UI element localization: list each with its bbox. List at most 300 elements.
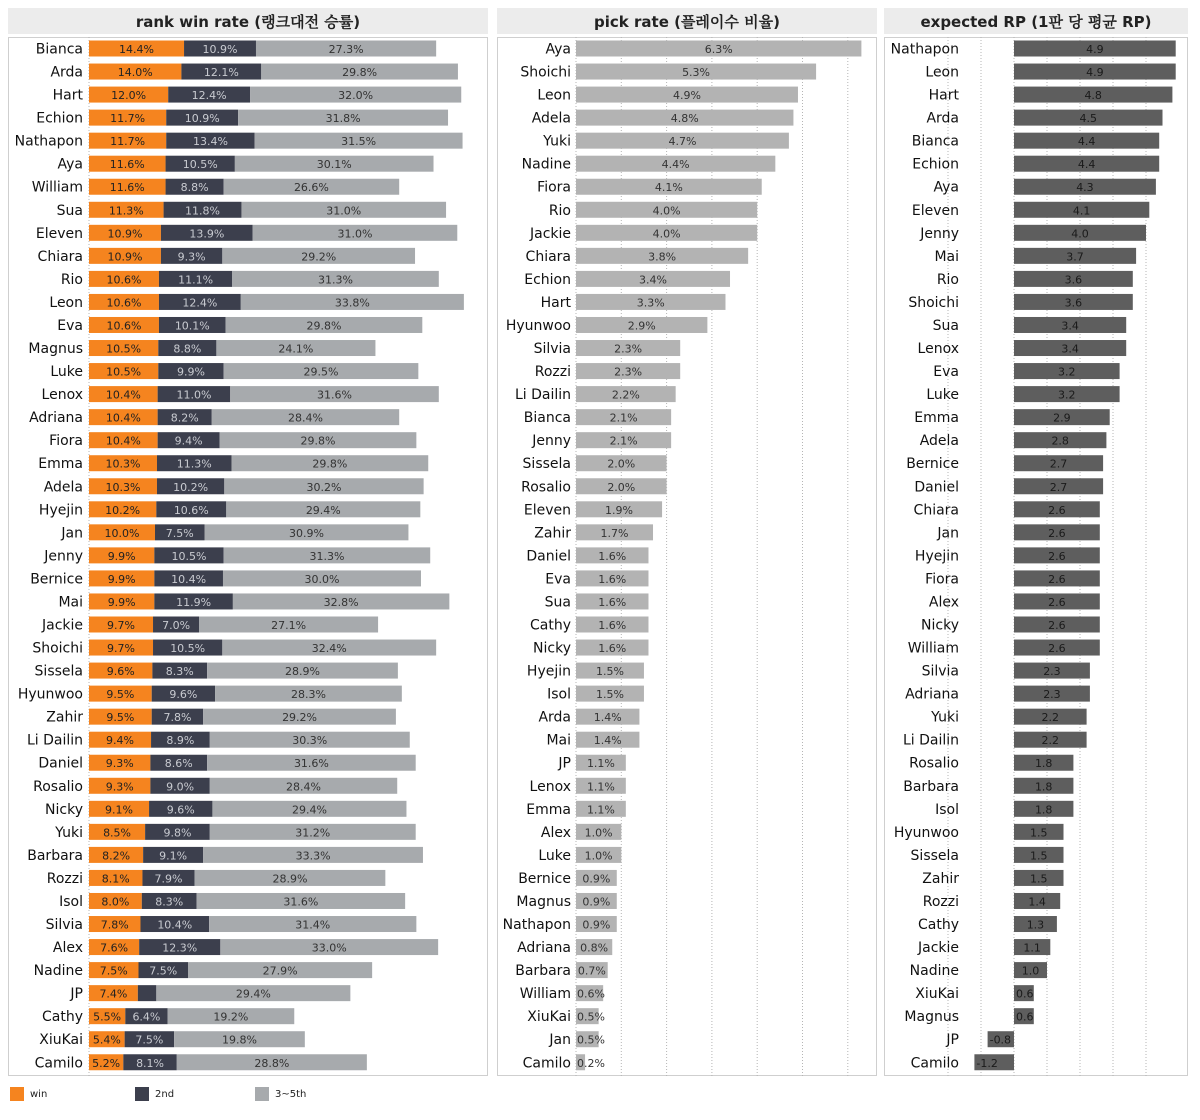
data-label-pick-yuki: 4.7% — [668, 135, 697, 149]
data-label-3-5th-camilo: 28.8% — [254, 1056, 290, 1070]
data-label-3-5th-eleven: 31.0% — [337, 227, 373, 241]
data-label-win-jackie: 9.7% — [107, 619, 135, 632]
data-label-win-hyejin: 10.2% — [105, 503, 141, 517]
category-label-bernice: Bernice — [906, 456, 959, 473]
category-label-nathapon: Nathapon — [14, 133, 83, 150]
data-label-rp-bianca: 4.4 — [1077, 135, 1096, 149]
data-label-2nd-arda: 12.1% — [203, 66, 239, 80]
category-label-jackie: Jackie — [917, 940, 959, 957]
category-label-eva: Eva — [57, 317, 83, 334]
data-label-win-mai: 9.9% — [107, 595, 136, 609]
data-label-2nd-xiukai: 7.5% — [135, 1033, 164, 1047]
data-label-rp-chiara: 2.6 — [1048, 503, 1066, 517]
data-label-2nd-magnus: 8.8% — [173, 342, 202, 356]
data-label-3-5th-emma: 29.8% — [312, 457, 348, 471]
data-label-win-echion: 11.7% — [110, 112, 146, 126]
data-label-win-jp: 7.4% — [99, 987, 128, 1001]
category-label-chiara: Chiara — [525, 248, 571, 265]
data-label-2nd-luke: 9.9% — [176, 365, 205, 379]
data-label-2nd-adela: 10.2% — [173, 480, 209, 494]
data-label-rp-alex: 2.6 — [1048, 595, 1066, 609]
data-label-win-cathy: 5.5% — [93, 1010, 122, 1024]
category-label-jenny: Jenny — [532, 433, 571, 450]
category-label-william: William — [519, 986, 571, 1003]
data-label-rp-yuki: 2.2 — [1041, 711, 1060, 725]
data-label-win-emma: 10.3% — [105, 457, 141, 471]
category-label-xiukai: XiuKai — [527, 1009, 571, 1026]
data-label-win-isol: 8.0% — [101, 895, 130, 909]
legend-swatch-win — [10, 1087, 24, 1101]
category-label-jan: Jan — [61, 525, 83, 542]
category-label-bianca: Bianca — [523, 410, 571, 427]
data-label-rp-adriana: 2.3 — [1043, 688, 1061, 702]
data-label-3-5th-hyejin: 29.4% — [305, 503, 341, 517]
data-label-2nd-aya: 10.5% — [182, 158, 218, 172]
category-label-eleven: Eleven — [911, 202, 959, 219]
category-label-arda: Arda — [50, 64, 83, 81]
category-label-sissela: Sissela — [522, 456, 571, 473]
data-label-rp-cathy: 1.3 — [1026, 918, 1045, 932]
data-label-win-lenox: 10.4% — [105, 388, 141, 402]
data-label-3-5th-echion: 31.8% — [325, 112, 361, 126]
category-label-adela: Adela — [43, 479, 83, 496]
category-label-barbara: Barbara — [515, 963, 571, 980]
category-label-luke: Luke — [926, 387, 959, 404]
data-label-pick-bianca: 2.1% — [609, 411, 638, 425]
legend-label-second: 2nd — [155, 1088, 175, 1100]
category-label-eva: Eva — [933, 364, 959, 381]
category-label-fiora: Fiora — [49, 433, 83, 450]
data-label-win-chiara: 10.9% — [107, 250, 143, 264]
category-label-bianca: Bianca — [911, 133, 959, 150]
data-label-2nd-sua: 11.8% — [185, 204, 220, 218]
category-label-jp: JP — [70, 986, 83, 1003]
data-label-2nd-sissela: 8.3% — [165, 665, 194, 679]
data-label-pick-hart: 3.3% — [636, 296, 665, 310]
data-label-win-magnus: 10.5% — [106, 342, 142, 356]
data-label-2nd-bianca: 10.9% — [202, 43, 238, 56]
data-label-pick-aya: 6.3% — [704, 43, 733, 56]
data-label-3-5th-silvia: 31.4% — [295, 918, 331, 932]
data-label-3-5th-fiora: 29.8% — [300, 434, 336, 448]
category-label-yuki: Yuki — [543, 133, 571, 150]
category-label-rio: Rio — [936, 271, 959, 288]
category-label-barbara: Barbara — [27, 847, 83, 864]
data-label-3-5th-daniel: 31.6% — [293, 757, 329, 771]
category-label-eva: Eva — [545, 571, 571, 588]
data-label-rp-emma: 2.9 — [1053, 411, 1071, 425]
data-label-3-5th-jenny: 31.3% — [309, 549, 345, 563]
data-label-3-5th-william: 26.6% — [293, 181, 329, 195]
data-label-rp-nicky: 2.6 — [1048, 619, 1066, 632]
category-label-sua: Sua — [56, 202, 83, 219]
category-label-emma: Emma — [38, 456, 83, 473]
data-label-3-5th-lenox: 31.6% — [317, 388, 352, 402]
category-label-rio: Rio — [60, 271, 83, 288]
category-label-adriana: Adriana — [905, 686, 959, 703]
data-label-rp-bernice: 2.7 — [1049, 457, 1068, 471]
category-label-jenny: Jenny — [44, 548, 83, 565]
category-label-aya: Aya — [545, 41, 571, 58]
data-label-pick-sissela: 2.0% — [607, 457, 636, 471]
data-label-3-5th-yuki: 31.2% — [295, 826, 331, 840]
data-label-2nd-echion: 10.9% — [184, 112, 220, 126]
data-label-win-bianca: 14.4% — [119, 43, 154, 56]
category-label-bianca: Bianca — [35, 41, 83, 58]
category-label-arda: Arda — [926, 110, 959, 127]
legend-label-win: win — [30, 1088, 48, 1100]
category-label-yuki: Yuki — [931, 709, 959, 726]
data-label-2nd-nicky: 9.6% — [166, 803, 195, 817]
data-label-win-rozzi: 8.1% — [101, 872, 130, 886]
category-label-fiora: Fiora — [537, 179, 571, 196]
category-label-cathy: Cathy — [529, 617, 571, 634]
data-label-pick-silvia: 2.3% — [614, 342, 643, 356]
data-label-2nd-cathy: 6.4% — [132, 1010, 161, 1024]
data-label-win-camilo: 5.2% — [92, 1056, 121, 1070]
data-label-2nd-eleven: 13.9% — [189, 227, 225, 241]
data-label-win-nathapon: 11.7% — [110, 135, 146, 149]
data-label-pick-adela: 4.8% — [670, 112, 699, 126]
data-label-pick-adriana: 0.8% — [580, 941, 609, 955]
category-label-camilo: Camilo — [910, 1055, 959, 1072]
data-label-3-5th-sua: 31.0% — [326, 204, 362, 218]
data-label-3-5th-bianca: 27.3% — [328, 43, 364, 56]
data-label-2nd-daniel: 8.6% — [164, 757, 193, 771]
category-label-chiara: Chiara — [913, 502, 959, 519]
data-label-win-rosalio: 9.3% — [105, 780, 134, 794]
data-label-3-5th-aya: 30.1% — [316, 158, 352, 172]
data-label-3-5th-nathapon: 31.5% — [341, 135, 377, 149]
data-label-pick-nicky: 1.6% — [598, 642, 627, 656]
rank-win-rate-title: rank win rate (랭크대전 승률) — [8, 8, 488, 34]
category-label-alex: Alex — [52, 940, 83, 957]
data-label-pick-alex: 1.0% — [584, 826, 613, 840]
data-label-2nd-rozzi: 7.9% — [154, 872, 183, 886]
data-label-3-5th-sissela: 28.9% — [285, 665, 320, 679]
data-label-win-nadine: 7.5% — [99, 964, 128, 978]
category-label-nadine: Nadine — [909, 963, 959, 980]
data-label-pick-rosalio: 2.0% — [607, 480, 636, 494]
data-label-3-5th-adela: 30.2% — [306, 480, 342, 494]
data-label-win-eleven: 10.9% — [107, 227, 143, 241]
category-label-shoichi: Shoichi — [908, 294, 959, 311]
data-label-rp-magnus: 0.6 — [1016, 1010, 1034, 1024]
category-label-daniel: Daniel — [38, 755, 83, 772]
category-label-sissela: Sissela — [34, 663, 83, 680]
data-label-3-5th-magnus: 24.1% — [278, 342, 314, 356]
data-label-3-5th-rosalio: 28.4% — [286, 780, 321, 794]
legend-item-win — [10, 1087, 47, 1101]
data-label-win-rio: 10.6% — [106, 273, 142, 287]
category-label-yuki: Yuki — [55, 824, 83, 841]
data-label-win-hyunwoo: 9.5% — [106, 688, 135, 702]
category-label-emma: Emma — [914, 410, 959, 427]
category-label-cathy: Cathy — [917, 917, 959, 934]
data-label-pick-xiukai: 0.5% — [577, 1010, 605, 1024]
data-label-win-xiukai: 5.4% — [92, 1033, 121, 1047]
data-label-rp-eva: 3.2 — [1058, 365, 1076, 379]
pick-rate-chart — [497, 37, 877, 1076]
data-label-rp-rio: 3.6 — [1064, 273, 1083, 287]
category-label-bernice: Bernice — [518, 870, 571, 887]
category-label-rosalio: Rosalio — [909, 755, 959, 772]
data-label-3-5th-eva: 29.8% — [306, 319, 342, 333]
category-label-rozzi: Rozzi — [46, 870, 83, 887]
data-label-3-5th-rozzi: 28.9% — [272, 872, 308, 886]
category-label-eleven: Eleven — [35, 225, 83, 242]
data-label-3-5th-arda: 29.8% — [342, 66, 378, 80]
data-label-rp-xiukai: 0.6 — [1016, 987, 1034, 1001]
category-label-camilo: Camilo — [34, 1055, 83, 1072]
data-label-3-5th-cathy: 19.2% — [213, 1010, 249, 1024]
category-label-adriana: Adriana — [517, 940, 571, 957]
data-label-2nd-shoichi: 10.5% — [170, 642, 206, 656]
data-label-pick-fiora: 4.1% — [654, 181, 683, 195]
data-label-win-william: 11.6% — [109, 181, 145, 195]
category-label-leon: Leon — [49, 294, 83, 311]
data-label-pick-cathy: 1.6% — [598, 619, 627, 632]
data-label-2nd-hyunwoo: 9.6% — [169, 688, 198, 702]
data-label-2nd-camilo: 8.1% — [136, 1056, 165, 1070]
data-label-2nd-adriana: 8.2% — [170, 411, 199, 425]
category-label-rozzi: Rozzi — [922, 893, 959, 910]
category-label-nicky: Nicky — [533, 640, 571, 657]
category-label-alex: Alex — [928, 594, 959, 611]
data-label-2nd-chiara: 9.3% — [177, 250, 206, 264]
data-label-rp-rosalio: 1.8 — [1034, 757, 1053, 771]
data-label-rp-echion: 4.4 — [1077, 158, 1096, 172]
data-label-pick-jenny: 2.1% — [609, 434, 638, 448]
data-label-rp-arda: 4.5 — [1079, 112, 1097, 126]
data-label-rp-william: 2.6 — [1048, 642, 1066, 656]
category-label-barbara: Barbara — [903, 778, 959, 795]
data-label-pick-barbara: 0.7% — [577, 964, 606, 978]
category-label-jan: Jan — [549, 1032, 571, 1049]
category-label-lenox: Lenox — [41, 387, 83, 404]
data-label-rp-aya: 4.3 — [1076, 181, 1094, 195]
data-label-win-barbara: 8.2% — [102, 849, 131, 863]
data-label-win-fiora: 10.4% — [105, 434, 141, 448]
data-label-rp-shoichi: 3.6 — [1064, 296, 1083, 310]
category-label-daniel: Daniel — [526, 548, 571, 565]
data-label-rp-leon: 4.9 — [1086, 66, 1104, 80]
data-label-win-luke: 10.5% — [106, 365, 142, 379]
category-label-isol: Isol — [935, 801, 959, 818]
expected-rp-title: expected RP (1판 당 평균 RP) — [884, 8, 1188, 34]
data-label-3-5th-nicky: 29.4% — [291, 803, 327, 817]
legend-label-third: 3~5th — [275, 1088, 307, 1100]
data-label-pick-william: 0.6% — [577, 987, 605, 1001]
category-label-silvia: Silvia — [921, 663, 959, 680]
data-label-rp-silvia: 2.3 — [1043, 665, 1061, 679]
data-label-2nd-lenox: 11.0% — [176, 388, 212, 402]
category-label-hyejin: Hyejin — [914, 548, 959, 565]
category-label-magnus: Magnus — [516, 893, 571, 910]
category-label-alex: Alex — [540, 824, 571, 841]
data-label-pick-mai: 1.4% — [593, 734, 622, 748]
data-label-pick-magnus: 0.9% — [582, 895, 611, 909]
data-label-rp-jackie: 1.1 — [1023, 941, 1041, 955]
data-label-3-5th-hyunwoo: 28.3% — [290, 688, 326, 702]
data-label-2nd-barbara: 9.1% — [159, 849, 188, 863]
data-label-pick-jp: 1.1% — [586, 757, 615, 771]
data-label-2nd-mai: 11.9% — [176, 595, 212, 609]
data-label-rp-daniel: 2.7 — [1049, 480, 1068, 494]
data-label-rp-hyunwoo: 1.5 — [1030, 826, 1048, 840]
data-label-2nd-silvia: 10.4% — [157, 918, 193, 932]
data-label-win-yuki: 8.5% — [103, 826, 132, 840]
category-label-nicky: Nicky — [921, 617, 959, 634]
category-label-nicky: Nicky — [45, 801, 83, 818]
data-label-win-zahir: 9.5% — [106, 711, 135, 725]
data-label-rp-jan: 2.6 — [1048, 526, 1066, 540]
data-label-2nd-yuki: 9.8% — [163, 826, 192, 840]
category-label-lenox: Lenox — [917, 341, 959, 358]
category-label-nadine: Nadine — [33, 963, 83, 980]
data-label-pick-jan: 0.5% — [577, 1033, 605, 1047]
category-label-adriana: Adriana — [29, 410, 83, 427]
category-label-leon: Leon — [925, 64, 959, 81]
data-label-3-5th-jackie: 27.1% — [271, 619, 307, 632]
data-label-3-5th-alex: 33.0% — [311, 941, 347, 955]
data-label-rp-jenny: 4.0 — [1071, 227, 1089, 241]
expected-rp-chart — [884, 37, 1188, 1076]
category-label-shoichi: Shoichi — [32, 640, 83, 657]
data-label-pick-hyejin: 1.5% — [595, 665, 624, 679]
category-label-rosalio: Rosalio — [33, 778, 83, 795]
category-label-hyejin: Hyejin — [38, 502, 83, 519]
data-label-2nd-eva: 10.1% — [174, 319, 210, 333]
data-label-pick-shoichi: 5.3% — [682, 66, 711, 80]
category-label-zahir: Zahir — [534, 525, 571, 542]
category-label-jan: Jan — [937, 525, 959, 542]
category-label-camilo: Camilo — [522, 1055, 571, 1072]
category-label-luke: Luke — [538, 847, 571, 864]
data-label-pick-echion: 3.4% — [639, 273, 667, 287]
rank-win-rate-chart — [8, 37, 488, 1076]
category-label-jp: JP — [946, 1032, 959, 1049]
data-label-2nd-hart: 12.4% — [191, 89, 227, 103]
category-label-xiukai: XiuKai — [39, 1032, 83, 1049]
data-label-pick-rozzi: 2.3% — [614, 365, 643, 379]
data-label-rp-luke: 3.2 — [1058, 388, 1076, 402]
data-label-2nd-hyejin: 10.6% — [173, 503, 209, 517]
category-label-mai: Mai — [546, 732, 571, 749]
category-label-silvia: Silvia — [533, 341, 571, 358]
data-label-3-5th-jan: 30.9% — [288, 526, 324, 540]
category-label-li-dailin: Li Dailin — [902, 732, 959, 749]
data-label-pick-sua: 1.6% — [598, 595, 627, 609]
category-label-emma: Emma — [526, 801, 571, 818]
data-label-3-5th-isol: 31.6% — [283, 895, 319, 909]
data-label-pick-camilo: 0.2% — [577, 1056, 605, 1070]
category-label-hart: Hart — [928, 87, 959, 104]
data-label-rp-sissela: 1.5 — [1030, 849, 1048, 863]
category-label-hyunwoo: Hyunwoo — [17, 686, 83, 703]
data-label-rp-zahir: 1.5 — [1030, 872, 1048, 886]
data-label-pick-nadine: 4.4% — [661, 158, 690, 172]
data-label-pick-chiara: 3.8% — [648, 250, 677, 264]
data-label-pick-rio: 4.0% — [652, 204, 681, 218]
category-label-hart: Hart — [52, 87, 83, 104]
category-label-echion: Echion — [912, 156, 959, 173]
data-label-rp-sua: 3.4 — [1061, 319, 1079, 333]
category-label-mai: Mai — [934, 248, 959, 265]
category-label-nathapon: Nathapon — [502, 917, 571, 934]
category-label-zahir: Zahir — [46, 709, 83, 726]
category-label-jenny: Jenny — [920, 225, 959, 242]
category-label-nathapon: Nathapon — [890, 41, 959, 58]
data-label-win-silvia: 7.8% — [100, 918, 129, 932]
category-label-silvia: Silvia — [45, 917, 83, 934]
data-label-2nd-rosalio: 9.0% — [166, 780, 195, 794]
data-label-win-leon: 10.6% — [106, 296, 142, 310]
data-label-3-5th-bernice: 30.0% — [304, 572, 340, 586]
category-label-sua: Sua — [932, 317, 959, 334]
data-label-rp-lenox: 3.4 — [1061, 342, 1079, 356]
data-label-2nd-william: 8.8% — [180, 181, 209, 195]
data-label-2nd-jackie: 7.0% — [162, 619, 191, 632]
category-label-echion: Echion — [36, 110, 83, 127]
category-label-daniel: Daniel — [914, 479, 959, 496]
data-label-3-5th-leon: 33.8% — [334, 296, 370, 310]
data-label-2nd-leon: 12.4% — [182, 296, 218, 310]
category-label-sua: Sua — [544, 594, 571, 611]
category-label-echion: Echion — [524, 271, 571, 288]
category-label-adela: Adela — [531, 110, 571, 127]
data-label-3-5th-shoichi: 32.4% — [311, 642, 347, 656]
category-label-nadine: Nadine — [521, 156, 571, 173]
data-label-win-shoichi: 9.7% — [107, 642, 135, 656]
legend-item-second — [135, 1087, 174, 1101]
data-label-3-5th-chiara: 29.2% — [301, 250, 337, 264]
data-label-win-jenny: 9.9% — [107, 549, 136, 563]
category-label-arda: Arda — [538, 709, 571, 726]
pick-rate-title: pick rate (플레이수 비율) — [497, 8, 877, 34]
category-label-li-dailin: Li Dailin — [514, 387, 571, 404]
bar-2nd-jp — [138, 985, 156, 1001]
data-label-2nd-nadine: 7.5% — [149, 964, 178, 978]
legend-item-third — [255, 1087, 306, 1101]
category-label-william: William — [907, 640, 959, 657]
data-label-rp-hart: 4.8 — [1084, 89, 1102, 103]
data-label-pick-isol: 1.5% — [595, 688, 624, 702]
data-label-pick-hyunwoo: 2.9% — [627, 319, 656, 333]
category-label-hyunwoo: Hyunwoo — [505, 317, 571, 334]
data-label-win-adriana: 10.4% — [105, 411, 141, 425]
data-label-pick-leon: 4.9% — [673, 89, 701, 103]
data-label-3-5th-jp: 29.4% — [235, 987, 271, 1001]
category-label-william: William — [31, 179, 83, 196]
data-label-2nd-bernice: 10.4% — [171, 572, 207, 586]
data-label-2nd-emma: 11.3% — [176, 457, 212, 471]
category-label-isol: Isol — [547, 686, 571, 703]
data-label-2nd-jan: 7.5% — [165, 526, 194, 540]
data-label-2nd-nathapon: 13.4% — [192, 135, 228, 149]
data-label-pick-luke: 1.0% — [584, 849, 613, 863]
category-label-li-dailin: Li Dailin — [26, 732, 83, 749]
data-label-2nd-isol: 8.3% — [155, 895, 184, 909]
data-label-2nd-li-dailin: 8.9% — [166, 734, 195, 748]
data-label-rp-nathapon: 4.9 — [1086, 43, 1104, 56]
data-label-rp-nadine: 1.0 — [1021, 964, 1040, 978]
data-label-3-5th-luke: 29.5% — [303, 365, 339, 379]
category-label-rosalio: Rosalio — [521, 479, 571, 496]
category-label-zahir: Zahir — [922, 870, 959, 887]
category-label-hyejin: Hyejin — [526, 663, 571, 680]
category-label-leon: Leon — [537, 87, 571, 104]
